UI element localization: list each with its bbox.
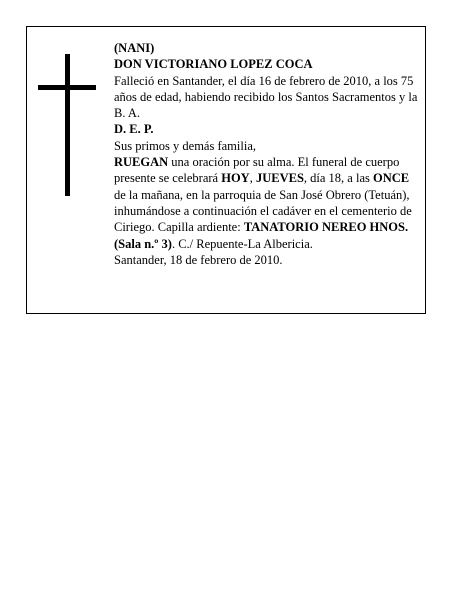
death-statement: Falleció en Santander, el día 16 de febrero de 2010, a los 75 años de edad, habiendo recibido los Santos Sacramentos y la B. A.: [114, 73, 418, 121]
cross-icon-bar: [38, 85, 96, 90]
place-date: Santander, 18 de febrero de 2010.: [114, 252, 283, 267]
hoy-word: HOY: [221, 171, 250, 186]
ruegan-word: RUEGAN: [114, 155, 169, 170]
deceased-name: DON VICTORIANO LOPEZ COCA: [114, 57, 313, 72]
nickname: (NANI): [114, 41, 155, 55]
family-line: Sus primos y demás familia,: [114, 138, 256, 153]
request-paragraph: [114, 154, 420, 252]
obituary-notice: [26, 26, 426, 314]
cross-icon: [65, 54, 70, 196]
dep-line: D. E. P.: [114, 122, 154, 137]
once-word: ONCE: [373, 171, 410, 186]
request-text-4: de la mañana, en la parroquia de San José Obrero (Tetuán), inhumándose a continuación el cadáver en el cementerio de Ciriego. Capilla ardiente:: [114, 187, 412, 235]
request-text-1: una oración por su alma. El funeral de cuerpo presente se celebrará: [114, 155, 400, 186]
tanatorio-name: TANATORIO NEREO HNOS. (Sala n.º 3): [114, 220, 409, 251]
jueves-word: JUEVES: [255, 171, 304, 186]
request-text-3: , día 18, a las: [303, 171, 373, 186]
obituary-text: [114, 40, 420, 268]
request-text-5: . C./ Repuente-La Albericia.: [171, 236, 313, 251]
request-text-2: ,: [249, 171, 256, 186]
